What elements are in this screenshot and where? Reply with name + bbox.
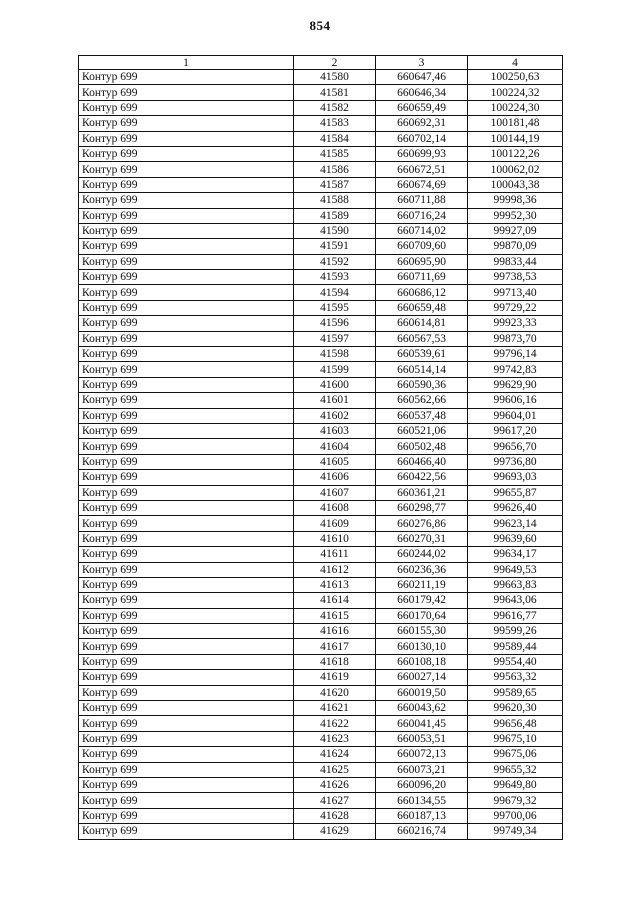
- y-coordinate-cell: 99923,33: [468, 316, 563, 331]
- contour-name-cell: Контур 699: [79, 331, 294, 346]
- contour-name-cell: Контур 699: [79, 454, 294, 469]
- contour-name-cell: Контур 699: [79, 393, 294, 408]
- contour-name-cell: Контур 699: [79, 654, 294, 669]
- x-coordinate-cell: 660211,19: [376, 577, 468, 592]
- y-coordinate-cell: 99606,16: [468, 393, 563, 408]
- contour-name-cell: Контур 699: [79, 423, 294, 438]
- x-coordinate-cell: 660714,02: [376, 223, 468, 238]
- point-number-cell: 41619: [294, 670, 376, 685]
- x-coordinate-cell: 660019,50: [376, 685, 468, 700]
- contour-name-cell: Контур 699: [79, 777, 294, 792]
- table-row: [79, 162, 563, 177]
- y-coordinate-cell: 99649,80: [468, 777, 563, 792]
- x-coordinate-cell: 660270,31: [376, 531, 468, 546]
- contour-name-cell: Контур 699: [79, 439, 294, 454]
- point-number-cell: 41608: [294, 500, 376, 515]
- point-number-cell: 41580: [294, 70, 376, 85]
- y-coordinate-cell: 99749,34: [468, 824, 563, 839]
- table-row: [79, 454, 563, 469]
- y-coordinate-cell: 99873,70: [468, 331, 563, 346]
- y-coordinate-cell: 99693,03: [468, 470, 563, 485]
- table-row: [79, 131, 563, 146]
- contour-name-cell: Контур 699: [79, 362, 294, 377]
- point-number-cell: 41588: [294, 193, 376, 208]
- point-number-cell: 41590: [294, 223, 376, 238]
- x-coordinate-cell: 660567,53: [376, 331, 468, 346]
- table-row: [79, 85, 563, 100]
- contour-name-cell: Контур 699: [79, 100, 294, 115]
- y-coordinate-cell: 100043,38: [468, 177, 563, 192]
- point-number-cell: 41627: [294, 793, 376, 808]
- y-coordinate-cell: 99623,14: [468, 516, 563, 531]
- y-coordinate-cell: 99563,32: [468, 670, 563, 685]
- point-number-cell: 41599: [294, 362, 376, 377]
- y-coordinate-cell: 100144,19: [468, 131, 563, 146]
- table-row: [79, 100, 563, 115]
- x-coordinate-cell: 660702,14: [376, 131, 468, 146]
- table-row: [79, 439, 563, 454]
- y-coordinate-cell: 99656,70: [468, 439, 563, 454]
- table-row: [79, 408, 563, 423]
- contour-name-cell: Контур 699: [79, 624, 294, 639]
- contour-name-cell: Контур 699: [79, 285, 294, 300]
- table-row: [79, 316, 563, 331]
- contour-name-cell: Контур 699: [79, 500, 294, 515]
- point-number-cell: 41582: [294, 100, 376, 115]
- table-row: [79, 285, 563, 300]
- contour-name-cell: Контур 699: [79, 808, 294, 823]
- x-coordinate-cell: 660686,12: [376, 285, 468, 300]
- contour-name-cell: Контур 699: [79, 347, 294, 362]
- point-number-cell: 41629: [294, 824, 376, 839]
- contour-name-cell: Контур 699: [79, 254, 294, 269]
- y-coordinate-cell: 99604,01: [468, 408, 563, 423]
- x-coordinate-cell: 660466,40: [376, 454, 468, 469]
- y-coordinate-cell: 99649,53: [468, 562, 563, 577]
- x-coordinate-cell: 660562,66: [376, 393, 468, 408]
- x-coordinate-cell: 660659,49: [376, 100, 468, 115]
- contour-name-cell: Контур 699: [79, 577, 294, 592]
- point-number-cell: 41592: [294, 254, 376, 269]
- contour-name-cell: Контур 699: [79, 162, 294, 177]
- header-row: [79, 56, 563, 70]
- x-coordinate-cell: 660130,10: [376, 639, 468, 654]
- x-coordinate-cell: 660502,48: [376, 439, 468, 454]
- point-number-cell: 41591: [294, 239, 376, 254]
- y-coordinate-cell: 99626,40: [468, 500, 563, 515]
- y-coordinate-cell: 99700,06: [468, 808, 563, 823]
- y-coordinate-cell: 99554,40: [468, 654, 563, 669]
- y-coordinate-cell: 99599,26: [468, 624, 563, 639]
- point-number-cell: 41593: [294, 270, 376, 285]
- contour-name-cell: Контур 699: [79, 239, 294, 254]
- contour-name-cell: Контур 699: [79, 793, 294, 808]
- x-coordinate-cell: 660614,81: [376, 316, 468, 331]
- contour-name-cell: Контур 699: [79, 639, 294, 654]
- page-number: 854: [309, 18, 331, 33]
- table-row: [79, 254, 563, 269]
- point-number-cell: 41621: [294, 701, 376, 716]
- y-coordinate-cell: 100062,02: [468, 162, 563, 177]
- y-coordinate-cell: 99675,10: [468, 731, 563, 746]
- table-row: [79, 423, 563, 438]
- table-row: [79, 362, 563, 377]
- x-coordinate-cell: 660539,61: [376, 347, 468, 362]
- point-number-cell: 41625: [294, 762, 376, 777]
- table-row: [79, 716, 563, 731]
- column-header-4: 4: [468, 56, 563, 70]
- table-row: [79, 193, 563, 208]
- point-number-cell: 41622: [294, 716, 376, 731]
- contour-name-cell: Контур 699: [79, 146, 294, 161]
- point-number-cell: 41623: [294, 731, 376, 746]
- point-number-cell: 41604: [294, 439, 376, 454]
- x-coordinate-cell: 660096,20: [376, 777, 468, 792]
- x-coordinate-cell: 660521,06: [376, 423, 468, 438]
- point-number-cell: 41605: [294, 454, 376, 469]
- y-coordinate-cell: 99663,83: [468, 577, 563, 592]
- contour-name-cell: Контур 699: [79, 731, 294, 746]
- point-number-cell: 41628: [294, 808, 376, 823]
- y-coordinate-cell: 99616,77: [468, 608, 563, 623]
- table-row: [79, 824, 563, 839]
- contour-name-cell: Контур 699: [79, 177, 294, 192]
- point-number-cell: 41609: [294, 516, 376, 531]
- x-coordinate-cell: 660659,48: [376, 300, 468, 315]
- contour-name-cell: Контур 699: [79, 485, 294, 500]
- point-number-cell: 41602: [294, 408, 376, 423]
- table-row: [79, 747, 563, 762]
- contour-name-cell: Контур 699: [79, 300, 294, 315]
- table-row: [79, 777, 563, 792]
- point-number-cell: 41595: [294, 300, 376, 315]
- y-coordinate-cell: 99589,65: [468, 685, 563, 700]
- y-coordinate-cell: 99998,36: [468, 193, 563, 208]
- y-coordinate-cell: 99738,53: [468, 270, 563, 285]
- table-row: [79, 516, 563, 531]
- x-coordinate-cell: 660711,69: [376, 270, 468, 285]
- table-row: [79, 562, 563, 577]
- y-coordinate-cell: 100224,32: [468, 85, 563, 100]
- y-coordinate-cell: 99643,06: [468, 593, 563, 608]
- contour-name-cell: Контур 699: [79, 608, 294, 623]
- y-coordinate-cell: 99833,44: [468, 254, 563, 269]
- x-coordinate-cell: 660361,21: [376, 485, 468, 500]
- x-coordinate-cell: 660711,88: [376, 193, 468, 208]
- y-coordinate-cell: 99952,30: [468, 208, 563, 223]
- x-coordinate-cell: 660422,56: [376, 470, 468, 485]
- table-row: [79, 470, 563, 485]
- x-coordinate-cell: 660216,74: [376, 824, 468, 839]
- x-coordinate-cell: 660053,51: [376, 731, 468, 746]
- contour-name-cell: Контур 699: [79, 408, 294, 423]
- table-row: [79, 531, 563, 546]
- x-coordinate-cell: 660236,36: [376, 562, 468, 577]
- x-coordinate-cell: 660674,69: [376, 177, 468, 192]
- y-coordinate-cell: 99620,30: [468, 701, 563, 716]
- x-coordinate-cell: 660695,90: [376, 254, 468, 269]
- point-number-cell: 41624: [294, 747, 376, 762]
- table-row: [79, 223, 563, 238]
- point-number-cell: 41603: [294, 423, 376, 438]
- y-coordinate-cell: 99655,87: [468, 485, 563, 500]
- contour-name-cell: Контур 699: [79, 824, 294, 839]
- table-row: [79, 808, 563, 823]
- y-coordinate-cell: 99634,17: [468, 547, 563, 562]
- x-coordinate-cell: 660244,02: [376, 547, 468, 562]
- point-number-cell: 41616: [294, 624, 376, 639]
- point-number-cell: 41587: [294, 177, 376, 192]
- table-row: [79, 608, 563, 623]
- table-row: [79, 731, 563, 746]
- table-body: [79, 70, 563, 840]
- contour-name-cell: Контур 699: [79, 131, 294, 146]
- x-coordinate-cell: 660073,21: [376, 762, 468, 777]
- point-number-cell: 41606: [294, 470, 376, 485]
- table-row: [79, 654, 563, 669]
- point-number-cell: 41617: [294, 639, 376, 654]
- x-coordinate-cell: 660692,31: [376, 116, 468, 131]
- point-number-cell: 41612: [294, 562, 376, 577]
- point-number-cell: 41589: [294, 208, 376, 223]
- y-coordinate-cell: 99656,48: [468, 716, 563, 731]
- x-coordinate-cell: 660699,93: [376, 146, 468, 161]
- x-coordinate-cell: 660537,48: [376, 408, 468, 423]
- table-row: [79, 670, 563, 685]
- x-coordinate-cell: 660041,45: [376, 716, 468, 731]
- table-row: [79, 793, 563, 808]
- contour-name-cell: Контур 699: [79, 223, 294, 238]
- contour-name-cell: Контур 699: [79, 70, 294, 85]
- contour-name-cell: Контур 699: [79, 670, 294, 685]
- table-row: [79, 116, 563, 131]
- contour-name-cell: Контур 699: [79, 531, 294, 546]
- contour-name-cell: Контур 699: [79, 516, 294, 531]
- contour-name-cell: Контур 699: [79, 208, 294, 223]
- x-coordinate-cell: 660179,42: [376, 593, 468, 608]
- contour-name-cell: Контур 699: [79, 747, 294, 762]
- contour-name-cell: Контур 699: [79, 193, 294, 208]
- point-number-cell: 41597: [294, 331, 376, 346]
- point-number-cell: 41594: [294, 285, 376, 300]
- table-row: [79, 547, 563, 562]
- contour-name-cell: Контур 699: [79, 716, 294, 731]
- contour-name-cell: Контур 699: [79, 316, 294, 331]
- y-coordinate-cell: 99655,32: [468, 762, 563, 777]
- contour-name-cell: Контур 699: [79, 701, 294, 716]
- point-number-cell: 41600: [294, 377, 376, 392]
- x-coordinate-cell: 660134,55: [376, 793, 468, 808]
- x-coordinate-cell: 660170,64: [376, 608, 468, 623]
- table-header: [79, 56, 563, 70]
- x-coordinate-cell: 660108,18: [376, 654, 468, 669]
- y-coordinate-cell: 100181,48: [468, 116, 563, 131]
- table-row: [79, 762, 563, 777]
- y-coordinate-cell: 99870,09: [468, 239, 563, 254]
- table-row: [79, 70, 563, 85]
- point-number-cell: 41585: [294, 146, 376, 161]
- contour-name-cell: Контур 699: [79, 562, 294, 577]
- table-row: [79, 347, 563, 362]
- x-coordinate-cell: 660709,60: [376, 239, 468, 254]
- contour-name-cell: Контур 699: [79, 116, 294, 131]
- x-coordinate-cell: 660298,77: [376, 500, 468, 515]
- table-row: [79, 177, 563, 192]
- x-coordinate-cell: 660155,30: [376, 624, 468, 639]
- table-row: [79, 577, 563, 592]
- point-number-cell: 41598: [294, 347, 376, 362]
- x-coordinate-cell: 660187,13: [376, 808, 468, 823]
- y-coordinate-cell: 99796,14: [468, 347, 563, 362]
- point-number-cell: 41614: [294, 593, 376, 608]
- column-header-3: 3: [376, 56, 468, 70]
- point-number-cell: 41601: [294, 393, 376, 408]
- table-row: [79, 208, 563, 223]
- point-number-cell: 41581: [294, 85, 376, 100]
- table-row: [79, 239, 563, 254]
- y-coordinate-cell: 99736,80: [468, 454, 563, 469]
- table-row: [79, 685, 563, 700]
- y-coordinate-cell: 99639,60: [468, 531, 563, 546]
- y-coordinate-cell: 99617,20: [468, 423, 563, 438]
- contour-name-cell: Контур 699: [79, 85, 294, 100]
- table-row: [79, 300, 563, 315]
- point-number-cell: 41607: [294, 485, 376, 500]
- x-coordinate-cell: 660672,51: [376, 162, 468, 177]
- contour-name-cell: Контур 699: [79, 270, 294, 285]
- point-number-cell: 41618: [294, 654, 376, 669]
- point-number-cell: 41610: [294, 531, 376, 546]
- point-number-cell: 41613: [294, 577, 376, 592]
- y-coordinate-cell: 100250,63: [468, 70, 563, 85]
- contour-name-cell: Контур 699: [79, 377, 294, 392]
- y-coordinate-cell: 99927,09: [468, 223, 563, 238]
- table-row: [79, 485, 563, 500]
- y-coordinate-cell: 99729,22: [468, 300, 563, 315]
- x-coordinate-cell: 660027,14: [376, 670, 468, 685]
- coordinates-table: [78, 55, 563, 840]
- contour-name-cell: Контур 699: [79, 593, 294, 608]
- table-row: [79, 701, 563, 716]
- table-row: [79, 639, 563, 654]
- y-coordinate-cell: 99679,32: [468, 793, 563, 808]
- y-coordinate-cell: 99629,90: [468, 377, 563, 392]
- y-coordinate-cell: 100224,30: [468, 100, 563, 115]
- point-number-cell: 41586: [294, 162, 376, 177]
- y-coordinate-cell: 99742,83: [468, 362, 563, 377]
- column-header-1: 1: [79, 56, 294, 70]
- point-number-cell: 41611: [294, 547, 376, 562]
- y-coordinate-cell: 99589,44: [468, 639, 563, 654]
- point-number-cell: 41584: [294, 131, 376, 146]
- y-coordinate-cell: 99675,06: [468, 747, 563, 762]
- table-row: [79, 331, 563, 346]
- contour-name-cell: Контур 699: [79, 685, 294, 700]
- table-row: [79, 393, 563, 408]
- table-row: [79, 624, 563, 639]
- x-coordinate-cell: 660043,62: [376, 701, 468, 716]
- table-row: [79, 270, 563, 285]
- x-coordinate-cell: 660072,13: [376, 747, 468, 762]
- x-coordinate-cell: 660647,46: [376, 70, 468, 85]
- x-coordinate-cell: 660716,24: [376, 208, 468, 223]
- table-row: [79, 500, 563, 515]
- contour-name-cell: Контур 699: [79, 470, 294, 485]
- contour-name-cell: Контур 699: [79, 547, 294, 562]
- point-number-cell: 41626: [294, 777, 376, 792]
- x-coordinate-cell: 660646,34: [376, 85, 468, 100]
- table-row: [79, 146, 563, 161]
- y-coordinate-cell: 100122,26: [468, 146, 563, 161]
- point-number-cell: 41620: [294, 685, 376, 700]
- table-row: [79, 377, 563, 392]
- point-number-cell: 41583: [294, 116, 376, 131]
- point-number-cell: 41615: [294, 608, 376, 623]
- x-coordinate-cell: 660514,14: [376, 362, 468, 377]
- table-row: [79, 593, 563, 608]
- point-number-cell: 41596: [294, 316, 376, 331]
- x-coordinate-cell: 660276,86: [376, 516, 468, 531]
- x-coordinate-cell: 660590,36: [376, 377, 468, 392]
- y-coordinate-cell: 99713,40: [468, 285, 563, 300]
- column-header-2: 2: [294, 56, 376, 70]
- contour-name-cell: Контур 699: [79, 762, 294, 777]
